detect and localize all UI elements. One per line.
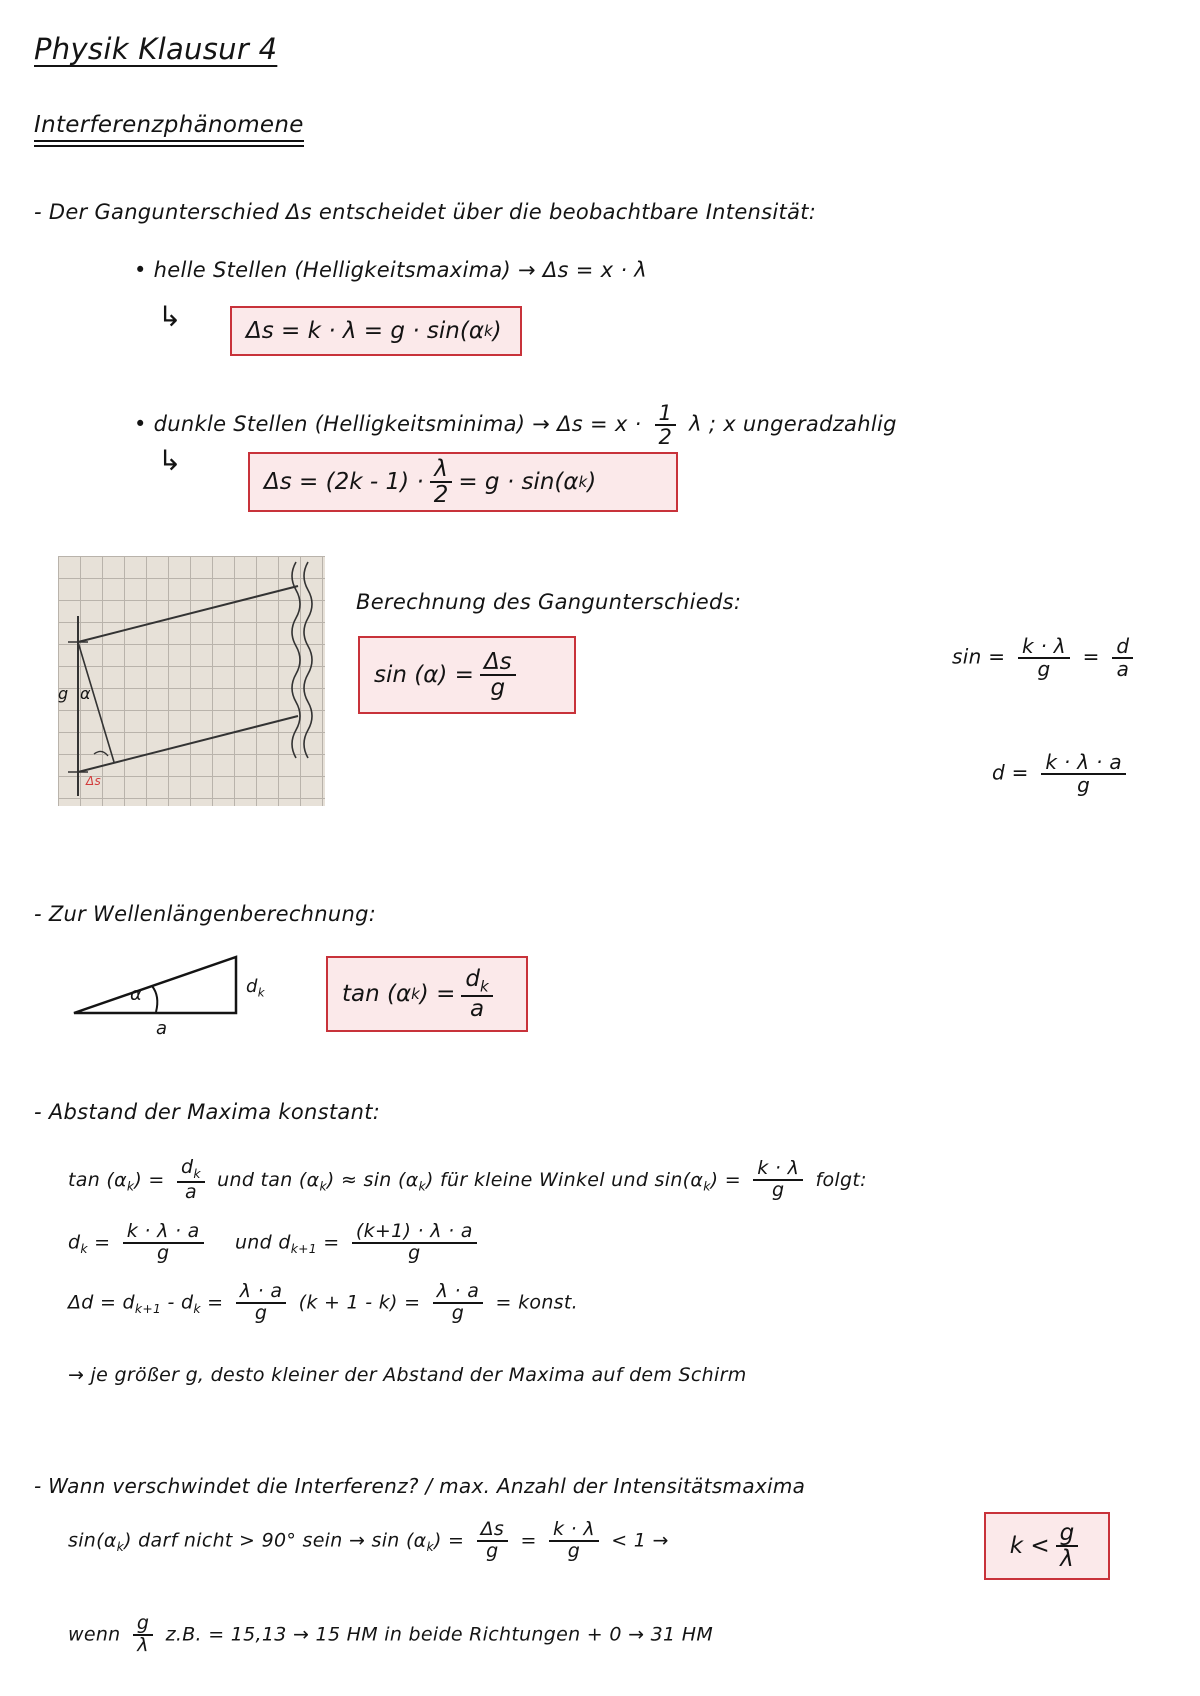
- side-note-d: [992, 752, 1132, 796]
- s3-num: λ · a: [236, 1282, 287, 1304]
- s3-frac2: [433, 1282, 484, 1324]
- dk-num-d: d: [465, 965, 480, 992]
- spacing-line-1: [68, 1158, 867, 1203]
- box-num: g: [1056, 1521, 1079, 1547]
- triangle-dk: [246, 976, 265, 1000]
- vanish-line-1: [68, 1520, 669, 1562]
- s3-a: Δd = d: [68, 1291, 135, 1314]
- v1-d: ) =: [433, 1529, 465, 1552]
- v1-den2: g: [567, 1539, 581, 1562]
- g-over-lambda-fraction: [1056, 1521, 1079, 1571]
- half-num: 1: [655, 402, 677, 426]
- dark-fringes-line: [134, 402, 897, 448]
- s1-d: ) ≈ sin (α: [326, 1168, 419, 1191]
- label-g: g: [58, 684, 69, 703]
- gangunterschied-intro: - Der Gangunterschied Δs entscheidet über die beobachtbare Intensität:: [34, 200, 817, 224]
- s2-c: und d: [234, 1231, 291, 1254]
- k-limit-box: [984, 1512, 1110, 1580]
- dk-num: [461, 967, 492, 997]
- v1-eq: =: [520, 1529, 537, 1552]
- grid-paper-sketch: [58, 556, 325, 806]
- vanish-heading: - Wann verschwindet die Interferenz? / max. Anzahl der Intensitätsmaxima: [34, 1474, 806, 1498]
- s1-sub3: k: [418, 1179, 426, 1194]
- s3-sub: k+1: [134, 1302, 162, 1317]
- s1-num-d: d: [181, 1156, 194, 1178]
- spacing-conclusion: → je größer g, desto kleiner der Abstand der Maxima auf dem Schirm: [68, 1364, 747, 1386]
- v1-c: sin (α: [371, 1529, 427, 1552]
- upper-ray: [78, 586, 298, 642]
- s2-frac2: [352, 1222, 477, 1264]
- tan-sub: k: [411, 985, 420, 1003]
- s1-num-sub: k: [193, 1166, 201, 1181]
- lambda-half-fraction: [430, 457, 453, 507]
- spacing-line-2: [68, 1222, 483, 1264]
- bright-formula: Δs = k · λ = g · sin(α: [246, 318, 484, 344]
- a-den: a: [469, 996, 485, 1023]
- screen-wave-2: [304, 562, 312, 758]
- sin-alpha-left: sin (α) =: [374, 662, 474, 688]
- triangle-shape: [74, 957, 236, 1013]
- dark-line-a: • dunkle Stellen (Helligkeitsminima) → Δs = x ·: [134, 412, 642, 437]
- tan-left: tan (α: [342, 981, 412, 1007]
- s3-e: = konst.: [495, 1291, 578, 1314]
- dk-over-a-fraction: [461, 967, 492, 1021]
- v2-den: λ: [137, 1633, 149, 1656]
- s2-sub2: k+1: [290, 1242, 317, 1257]
- half-den: 2: [658, 425, 673, 450]
- s2-den: g: [156, 1241, 170, 1264]
- screen-wave-1: [292, 562, 300, 758]
- side-d-den: g: [1077, 773, 1091, 797]
- ds-over-g-fraction: [480, 650, 516, 700]
- s1-sub4: k: [703, 1179, 711, 1194]
- v2-b: z.B. = 15,13 → 15 HM in beide Richtungen + 0 → 31 HM: [165, 1623, 714, 1646]
- dark-formula-a: Δs = (2k - 1) ·: [264, 469, 424, 495]
- side-k-lambda-g: [1018, 636, 1070, 680]
- v2-frac: [133, 1614, 153, 1656]
- k-limit-left: k <: [1009, 1533, 1050, 1559]
- s1-e: ) für kleine Winkel und sin(α: [425, 1168, 704, 1191]
- s1-sub1: k: [126, 1179, 135, 1194]
- side-sin-label: sin =: [952, 644, 1006, 669]
- s1-den: a: [184, 1180, 197, 1203]
- s2-sub: k: [80, 1242, 88, 1257]
- page-title: Physik Klausur 4: [34, 32, 278, 66]
- triangle-angle-arc: [152, 986, 157, 1012]
- triangle-dk-sub: k: [257, 985, 265, 1000]
- s3-den: g: [254, 1301, 268, 1324]
- s2-frac1: [123, 1222, 204, 1264]
- figure-heading: Berechnung des Gangunterschieds:: [356, 590, 742, 614]
- v1-frac2: [549, 1520, 599, 1562]
- v1-frac1: [477, 1520, 509, 1562]
- s3-den2: g: [451, 1301, 465, 1324]
- lower-ray: [78, 716, 298, 772]
- side-d-fraction: [1041, 752, 1126, 796]
- side-d-a: [1112, 636, 1133, 680]
- bright-formula-sub: k: [484, 322, 493, 340]
- s2-a: d: [68, 1231, 81, 1254]
- s1-g: folgt:: [815, 1168, 867, 1191]
- s2-den2: g: [408, 1241, 421, 1264]
- side-num: k · λ: [1018, 636, 1070, 659]
- s1-a: tan (α: [68, 1168, 127, 1191]
- arrow-icon: ↳: [158, 444, 182, 477]
- v1-sub2: k: [426, 1540, 434, 1555]
- side-den: g: [1037, 657, 1051, 681]
- label-alpha: α: [80, 684, 91, 703]
- s1-f: ) =: [710, 1168, 741, 1191]
- s3-d: (k + 1 - k) =: [298, 1291, 421, 1314]
- s2-num2: (k+1) · λ · a: [352, 1222, 477, 1244]
- s1-num2: k · λ: [753, 1159, 803, 1181]
- s3-frac1: [236, 1282, 287, 1324]
- triangle-a: a: [156, 1018, 168, 1039]
- g-den: g: [490, 675, 506, 701]
- v1-b: ) darf nicht > 90° sein →: [124, 1529, 366, 1552]
- bright-formula-end: ): [492, 318, 502, 344]
- wavelength-heading: - Zur Wellenlängenberechnung:: [34, 902, 377, 926]
- vanish-line-2: [68, 1614, 713, 1656]
- box-den: λ: [1060, 1546, 1074, 1572]
- s3-sub2: k: [193, 1302, 201, 1317]
- side-eq: =: [1082, 644, 1100, 669]
- s3-num2: λ · a: [433, 1282, 484, 1304]
- half-fraction: [655, 402, 677, 448]
- bright-fringes-line: • helle Stellen (Helligkeitsmaxima) → Δs = x · λ: [134, 258, 648, 282]
- v1-den: g: [486, 1539, 499, 1562]
- tan-eq: ) =: [419, 981, 456, 1007]
- side-note-sin: [952, 636, 1139, 680]
- v1-sub: k: [116, 1540, 125, 1555]
- path-difference-drawing: [58, 556, 325, 806]
- dark-formula-sub: k: [578, 473, 588, 491]
- lambda-half-den: 2: [433, 482, 449, 508]
- spacing-line-3: [68, 1282, 578, 1324]
- s1-c: und tan (α: [217, 1168, 320, 1191]
- s1-frac1-num: [177, 1158, 205, 1183]
- v1-num: Δs: [477, 1520, 509, 1542]
- dark-formula-b: = g · sin(α: [458, 469, 579, 495]
- v1-a: sin(α: [68, 1529, 117, 1552]
- side-num2: d: [1112, 636, 1133, 659]
- dark-formula-box: [248, 452, 678, 512]
- sin-alpha-formula-box: [358, 636, 576, 714]
- side-d-num: k · λ · a: [1041, 752, 1126, 775]
- tan-formula-box: [326, 956, 528, 1032]
- lambda-half-num: λ: [430, 457, 452, 483]
- s1-sub2: k: [319, 1179, 327, 1194]
- v1-num2: k · λ: [549, 1520, 599, 1542]
- triangle-alpha: α: [130, 984, 143, 1005]
- s1-b: ) =: [134, 1168, 165, 1191]
- triangle-dk-d: d: [246, 976, 258, 997]
- side-den2: a: [1116, 657, 1130, 681]
- dk-num-sub: k: [479, 977, 489, 996]
- side-d-label: d =: [992, 760, 1029, 785]
- label-delta-s: Δs: [86, 774, 102, 788]
- v2-a: wenn: [68, 1623, 121, 1646]
- v1-e: < 1 →: [611, 1529, 669, 1552]
- dark-formula-end: ): [587, 469, 597, 495]
- s1-frac1: [177, 1158, 205, 1203]
- spacing-heading: - Abstand der Maxima konstant:: [34, 1100, 381, 1124]
- angle-arc: [94, 751, 108, 756]
- s1-den2: g: [772, 1179, 785, 1202]
- dark-line-b: λ ; x ungeradzahlig: [689, 412, 897, 437]
- s3-c: =: [207, 1291, 224, 1314]
- s2-d: =: [323, 1231, 340, 1254]
- bright-formula-box: [230, 306, 522, 356]
- s3-b: - d: [167, 1291, 194, 1314]
- s2-b: =: [94, 1231, 111, 1254]
- v2-num: g: [133, 1614, 153, 1636]
- ds-num: Δs: [480, 650, 516, 676]
- section-title: Interferenzphänomene: [34, 112, 304, 142]
- s1-frac2: [753, 1159, 803, 1201]
- arrow-icon: ↳: [158, 300, 182, 333]
- s2-num: k · λ · a: [123, 1222, 204, 1244]
